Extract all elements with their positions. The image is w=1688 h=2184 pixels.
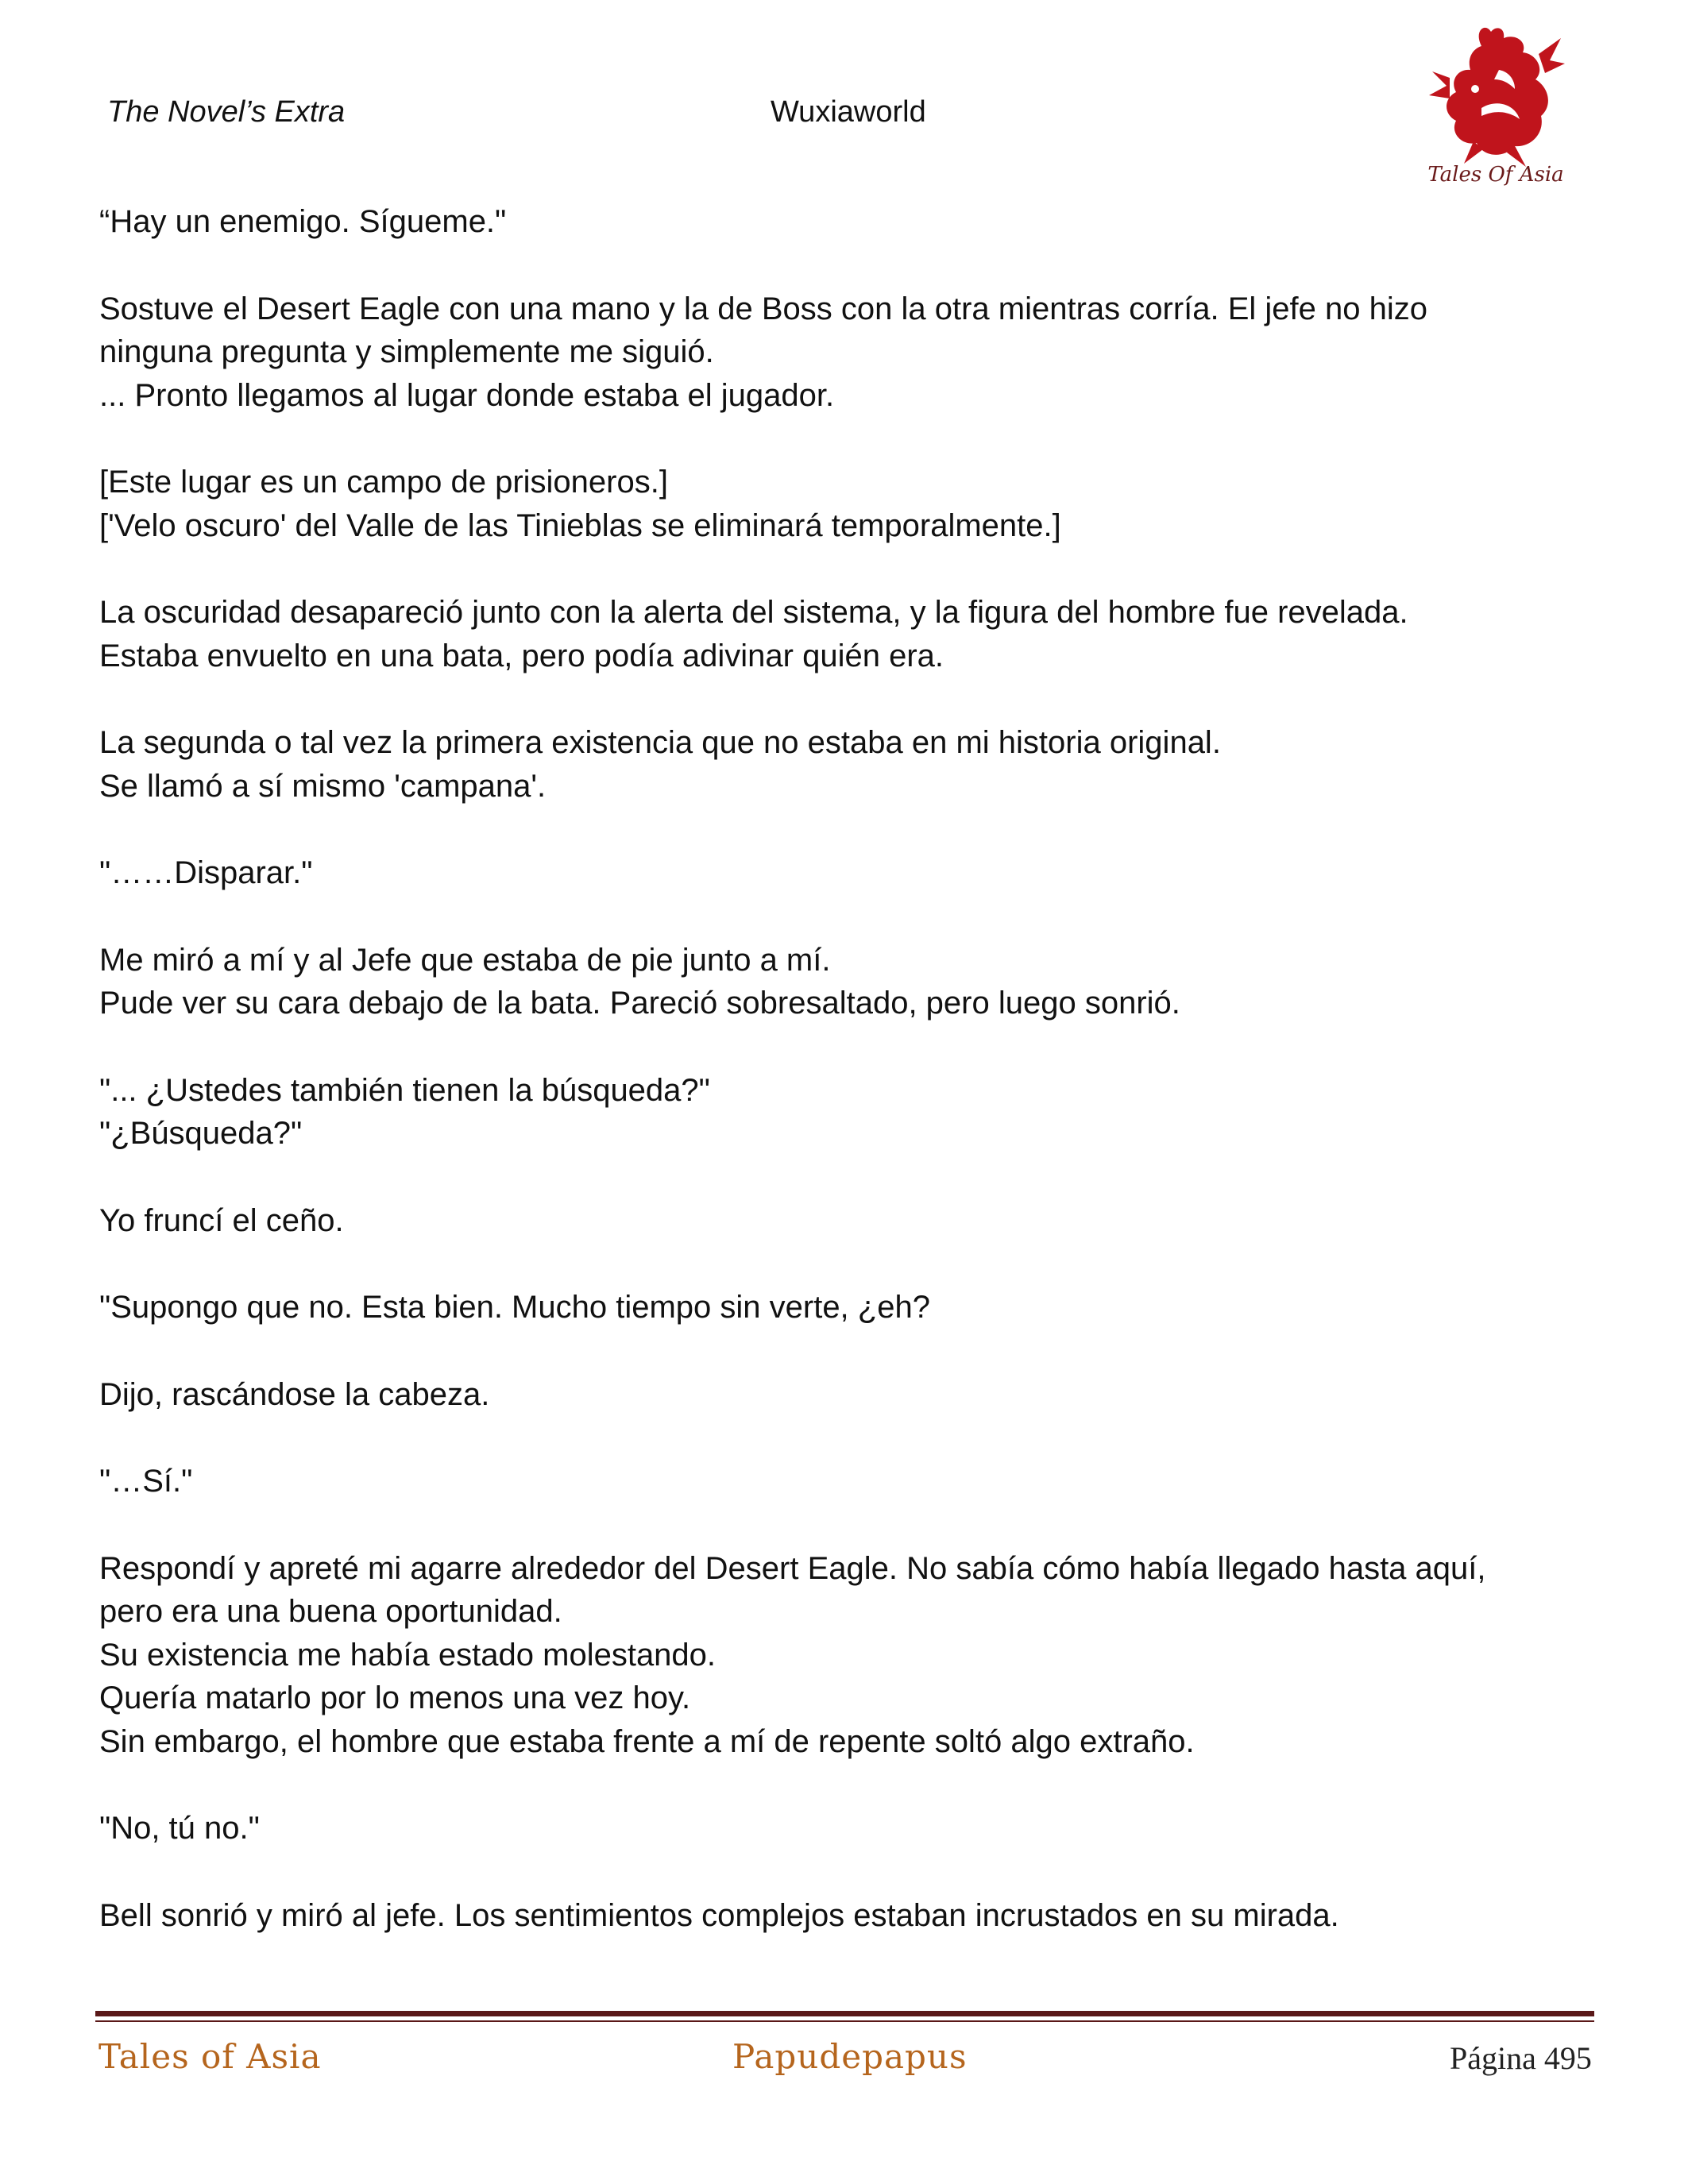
paragraph [99,1069,1601,1156]
text-line: La oscuridad desapareció junto con la alerta del sistema, y la figura del hombre fue revelada. [99,595,1408,630]
text-line: Pude ver su cara debajo de la bata. Pareció sobresaltado, pero luego sonrió. [99,986,1180,1021]
text-line: Respondí y apreté mi agarre alrededor del Desert Eagle. No sabía cómo había llegado hasta aquí, [99,1550,1486,1586]
text-line: Dijo, rascándose la cabeza. [99,1376,490,1412]
chapter-text [99,200,1601,1981]
text-line: "…Sí." [99,1464,193,1499]
text-line: Estaba envuelto en una bata, pero podía adivinar quién era. [99,638,944,673]
red-dragon-icon [1426,22,1565,189]
paragraph [99,1894,1601,1938]
paragraph [99,939,1601,1025]
paragraph [99,200,1601,244]
footer-publisher: Tales of Asia [98,2037,322,2076]
paragraph [99,1460,1601,1503]
paragraph [99,851,1601,895]
text-line: "¿Búsqueda?" [99,1116,303,1151]
paragraph [99,721,1601,808]
text-line: Me miró a mí y al Jefe que estaba de pie junto a mí. [99,942,831,978]
paragraph [99,1373,1601,1417]
text-line: Sostuve el Desert Eagle con una mano y la de Boss con la otra mientras corría. El jefe no hizo [99,291,1427,326]
paragraph [99,1199,1601,1243]
paragraph [99,591,1601,677]
text-line: ['Velo oscuro' del Valle de las Tinieblas se eliminará temporalmente.] [99,507,1061,543]
text-line: Quería matarlo por lo menos una vez hoy. [99,1680,691,1715]
footer-translator: Papudepapus [732,2037,968,2076]
paragraph [99,287,1601,418]
text-line: Yo fruncí el ceño. [99,1202,344,1238]
text-line: pero era una buena oportunidad. [99,1594,562,1629]
paragraph [99,1286,1601,1329]
paragraph [99,1547,1601,1764]
paragraph [99,1807,1601,1850]
page-number: Página 495 [1450,2040,1592,2076]
text-line: “Hay un enemigo. Sígueme." [99,204,507,239]
text-line: Se llamó a sí mismo 'campana'. [99,768,547,804]
text-line: "... ¿Ustedes también tienen la búsqueda?" [99,1072,710,1108]
text-line: "No, tú no." [99,1811,260,1846]
header-novel-title: The Novel’s Extra [107,95,346,129]
text-line: Sin embargo, el hombre que estaba frente a mí de repente soltó algo extraño. [99,1723,1195,1759]
footer-divider [95,2011,1594,2016]
paragraph [99,461,1601,547]
footer-divider-thin [95,2020,1594,2022]
text-line: ... Pronto llegamos al lugar donde estaba el jugador. [99,377,835,413]
text-line: La segunda o tal vez la primera existencia que no estaba en mi historia original. [99,725,1221,760]
text-line: [Este lugar es un campo de prisioneros.] [99,465,668,500]
text-line: "……Disparar." [99,855,313,890]
text-line: "Supongo que no. Esta bien. Mucho tiempo sin verte, ¿eh? [99,1290,930,1325]
logo-text: Tales Of Asia [1427,163,1564,187]
header-site-name: Wuxiaworld [771,95,926,129]
text-line: Bell sonrió y miró al jefe. Los sentimientos complejos estaban incrustados en su mirada. [99,1897,1339,1933]
text-line: ninguna pregunta y simplemente me siguió. [99,334,714,369]
text-line: Su existencia me había estado molestando. [99,1637,717,1673]
